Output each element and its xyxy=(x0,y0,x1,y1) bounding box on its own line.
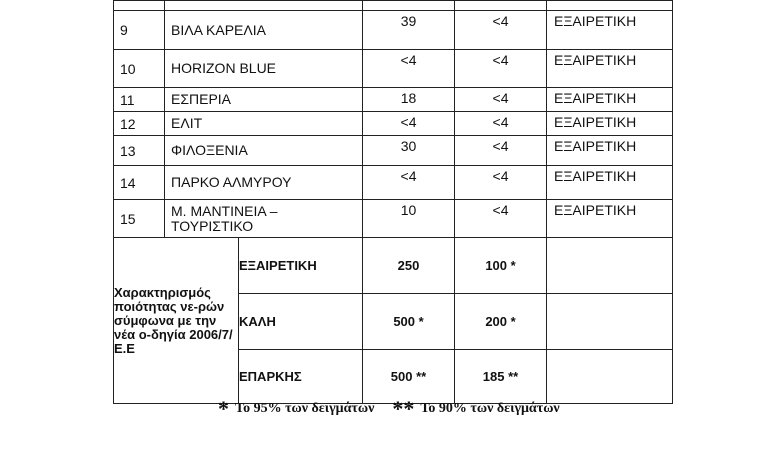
grade-value-1: 500 ** xyxy=(363,350,455,404)
grade-label: ΕΠΑΡΚΗΣ xyxy=(239,350,363,404)
row-number: 9 xyxy=(114,11,165,50)
empty-cell xyxy=(547,238,673,294)
table-row xyxy=(114,166,673,200)
footnote xyxy=(218,396,560,422)
beach-name: ΕΣΠΕΡΙΑ xyxy=(165,88,363,112)
table-row xyxy=(114,11,673,50)
quality-grade: ΕΞΑΙΡΕΤΙΚΗ xyxy=(547,166,673,200)
grade-row xyxy=(114,238,673,294)
grade-value-1: 500 * xyxy=(363,294,455,350)
quality-grade: ΕΞΑΙΡΕΤΙΚΗ xyxy=(547,112,673,136)
value-2: <4 xyxy=(455,11,547,50)
grade-label: ΚΑΛΗ xyxy=(239,294,363,350)
row-number: 13 xyxy=(114,136,165,166)
double-asterisk-mark: ** xyxy=(392,396,415,421)
footnote-95: Το 95% των δειγμάτων xyxy=(235,401,375,416)
table-row xyxy=(114,112,673,136)
row-number: 11 xyxy=(114,88,165,112)
table-row xyxy=(114,136,673,166)
quality-grade: ΕΞΑΙΡΕΤΙΚΗ xyxy=(547,11,673,50)
beach-name: Μ. ΜΑΝΤΙΝΕΙΑ – ΤΟΥΡΙΣΤΙΚΟ xyxy=(165,200,363,238)
row-number: 10 xyxy=(114,50,165,88)
grade-value-2: 200 * xyxy=(455,294,547,350)
row-number: 15 xyxy=(114,200,165,238)
row-number: 14 xyxy=(114,166,165,200)
beach-name: ΠΑΡΚΟ ΑΛΜΥΡΟΥ xyxy=(165,166,363,200)
beach-name xyxy=(165,1,363,11)
value-2: <4 xyxy=(455,88,547,112)
quality-grade xyxy=(547,1,673,11)
table-row xyxy=(114,1,673,11)
quality-grade: ΕΞΑΙΡΕΤΙΚΗ xyxy=(547,50,673,88)
grade-label: ΕΞΑΙΡΕΤΙΚΗ xyxy=(239,238,363,294)
value-1: <4 xyxy=(363,112,455,136)
asterisk-mark: * xyxy=(218,396,229,421)
value-2: <4 xyxy=(455,166,547,200)
value-1: <4 xyxy=(363,166,455,200)
value-1: 18 xyxy=(363,88,455,112)
grade-value-1: 250 xyxy=(363,238,455,294)
row-number: 12 xyxy=(114,112,165,136)
value-1 xyxy=(363,1,455,11)
value-2: <4 xyxy=(455,136,547,166)
beach-name: ΒΙΛΑ ΚΑΡΕΛΙΑ xyxy=(165,11,363,50)
beach-name: ΕΛΙΤ xyxy=(165,112,363,136)
beach-name: HORIZON BLUE xyxy=(165,50,363,88)
grade-value-2: 100 * xyxy=(455,238,547,294)
empty-cell xyxy=(547,350,673,404)
quality-grade: ΕΞΑΙΡΕΤΙΚΗ xyxy=(547,200,673,238)
grade-value-2: 185 ** xyxy=(455,350,547,404)
value-2: <4 xyxy=(455,112,547,136)
table-row xyxy=(114,200,673,238)
value-2: <4 xyxy=(455,200,547,238)
quality-grade: ΕΞΑΙΡΕΤΙΚΗ xyxy=(547,88,673,112)
value-2 xyxy=(455,1,547,11)
table-row xyxy=(114,88,673,112)
table-row xyxy=(114,50,673,88)
quality-legend-label: Χαρακτηρισμός ποιότητας νε-ρών σύμφωνα με την νέα ο-δηγία 2006/7/Ε.Ε xyxy=(114,238,239,404)
value-2: <4 xyxy=(455,50,547,88)
water-quality-table xyxy=(113,0,673,404)
quality-grade: ΕΞΑΙΡΕΤΙΚΗ xyxy=(547,136,673,166)
row-number xyxy=(114,1,165,11)
value-1: <4 xyxy=(363,50,455,88)
value-1: 39 xyxy=(363,11,455,50)
value-1: 30 xyxy=(363,136,455,166)
beach-name: ΦΙΛΟΞΕΝΙΑ xyxy=(165,136,363,166)
empty-cell xyxy=(547,294,673,350)
value-1: 10 xyxy=(363,200,455,238)
footnote-90: Το 90% των δειγμάτων xyxy=(420,401,560,416)
